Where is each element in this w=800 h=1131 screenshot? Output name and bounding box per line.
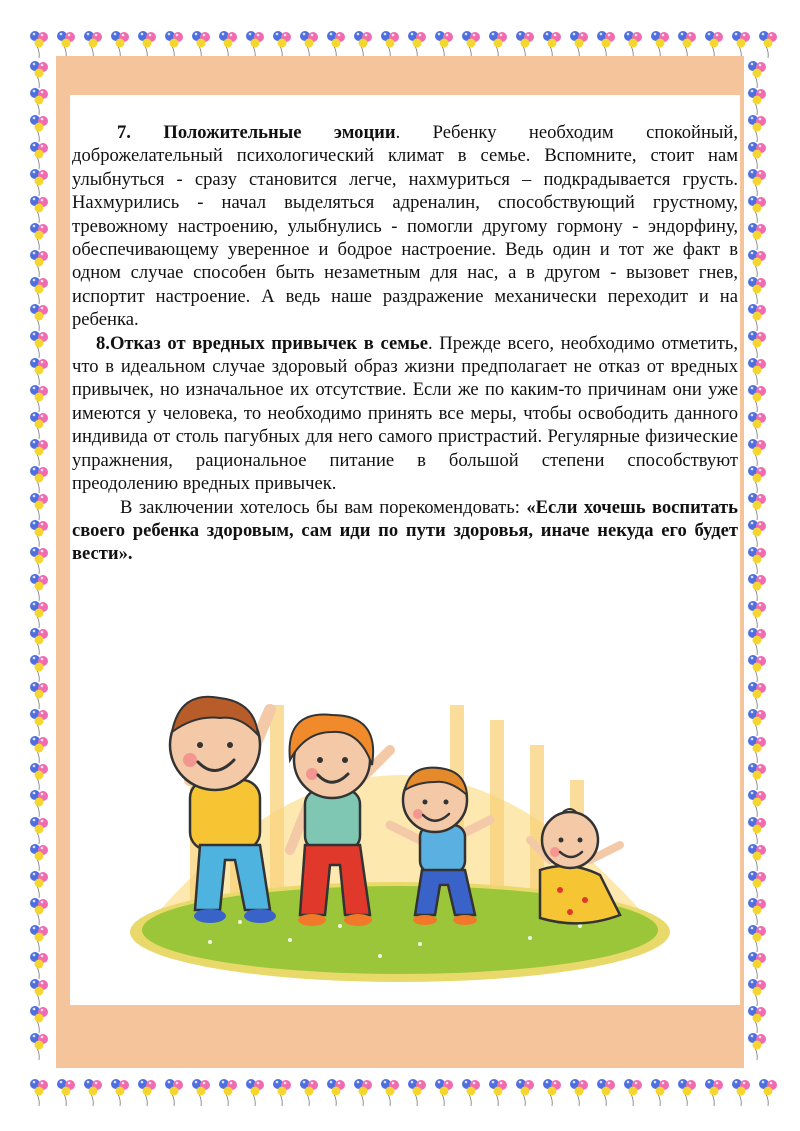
balloon-icon — [30, 547, 48, 574]
balloon-icon — [30, 763, 48, 790]
balloon-icon — [354, 31, 372, 58]
frame-left — [56, 56, 71, 1068]
balloon-icon — [246, 1079, 264, 1106]
balloon-icon — [748, 898, 766, 925]
balloon-icon — [748, 520, 766, 547]
balloon-icon — [57, 31, 75, 58]
balloon-icon — [30, 601, 48, 628]
balloon-icon — [748, 574, 766, 601]
balloon-icon — [651, 31, 669, 58]
balloon-icon — [435, 1079, 453, 1106]
balloon-icon — [30, 169, 48, 196]
balloon-icon — [327, 1079, 345, 1106]
balloon-icon — [30, 898, 48, 925]
balloon-icon — [748, 142, 766, 169]
balloon-icon — [30, 871, 48, 898]
balloon-icon — [30, 223, 48, 250]
balloon-icon — [30, 31, 48, 58]
balloon-icon — [748, 358, 766, 385]
balloon-icon — [748, 115, 766, 142]
balloon-icon — [489, 31, 507, 58]
balloon-icon — [748, 493, 766, 520]
balloon-icon — [192, 31, 210, 58]
balloon-icon — [748, 547, 766, 574]
balloon-icon — [30, 628, 48, 655]
exercising-family-illustration — [120, 660, 680, 990]
balloon-icon — [30, 250, 48, 277]
balloon-icon — [748, 331, 766, 358]
balloon-icon — [57, 1079, 75, 1106]
balloon-icon — [30, 196, 48, 223]
balloon-icon — [748, 439, 766, 466]
balloon-icon — [30, 115, 48, 142]
balloon-icon — [246, 31, 264, 58]
balloon-icon — [732, 1079, 750, 1106]
balloon-icon — [516, 31, 534, 58]
balloon-icon — [759, 1079, 777, 1106]
balloon-icon — [30, 682, 48, 709]
balloon-icon — [435, 31, 453, 58]
balloon-icon — [30, 925, 48, 952]
balloon-icon — [748, 763, 766, 790]
balloon-icon — [381, 31, 399, 58]
balloon-icon — [138, 31, 156, 58]
balloon-icon — [138, 1079, 156, 1106]
balloon-icon — [30, 1079, 48, 1106]
balloon-icon — [30, 466, 48, 493]
balloon-icon — [30, 385, 48, 412]
balloon-icon — [748, 709, 766, 736]
balloon-icon — [84, 1079, 102, 1106]
balloon-icon — [678, 1079, 696, 1106]
balloon-icon — [748, 979, 766, 1006]
balloon-icon — [30, 952, 48, 979]
balloon-icon — [748, 385, 766, 412]
conclusion-intro: В заключении хотелось бы вам порекомендовать: — [120, 496, 527, 518]
balloon-icon — [748, 925, 766, 952]
balloon-icon — [30, 655, 48, 682]
balloon-icon — [748, 1033, 766, 1060]
balloon-icon — [381, 1079, 399, 1106]
balloon-icon — [30, 817, 48, 844]
section-8-paragraph — [72, 332, 738, 496]
balloon-icon — [30, 331, 48, 358]
balloon-icon — [543, 31, 561, 58]
balloon-icon — [748, 601, 766, 628]
balloon-icon — [624, 1079, 642, 1106]
balloon-icon — [30, 709, 48, 736]
balloon-icon — [30, 574, 48, 601]
section-8-heading: 8.Отказ от вредных привычек в семье — [96, 332, 428, 354]
balloon-icon — [300, 1079, 318, 1106]
balloon-icon — [748, 682, 766, 709]
balloon-icon — [748, 844, 766, 871]
balloon-icon — [408, 1079, 426, 1106]
balloon-icon — [748, 628, 766, 655]
balloon-icon — [732, 31, 750, 58]
balloon-icon — [30, 142, 48, 169]
balloon-icon — [273, 31, 291, 58]
balloon-icon — [300, 31, 318, 58]
balloon-icon — [570, 1079, 588, 1106]
balloon-icon — [30, 1006, 48, 1033]
frame-top — [56, 56, 744, 96]
balloon-icon — [30, 61, 48, 88]
balloon-icon — [30, 277, 48, 304]
balloon-icon — [462, 31, 480, 58]
balloon-icon — [678, 31, 696, 58]
section-8-body: . Прежде всего, необходимо отметить, что в идеальном случае здоровый образ жизни предполагает не отказ от вредных привычек, но изначальное их отсутствие. Если же по каким-то причинам они уже имеются у человека, то необходимо принять все меры, чтобы освободить данного индивида от столь пагубных для него самого пристрастий. Регулярные физические упражнения, рациональное питание в большой степени способствуют преодолению вредных привычек. — [72, 332, 738, 495]
section-7-body: . Ребенку необходим спокойный, доброжелательный психологический климат в семье. Вспомните, стоит нам улыбнуться - сразу становится легче, нахмуриться – подкрадывается грусть. Нахмурились - начал выделяться адреналин, способствующий грустному, тревожному настроению, улыбнулись - помогли другому гормону - эндорфину, обеспечивающему уверенное и бодрое настроение. Ведь один и тот же факт в одном случае способен быть незаметным для нас, а в другом - вызовет гнев, испортит настроение. А ведь наше раздражение механически переходит и на ребенка. — [72, 122, 738, 331]
balloon-icon — [543, 1079, 561, 1106]
balloon-icon — [30, 520, 48, 547]
balloon-icon — [30, 844, 48, 871]
balloon-icon — [30, 304, 48, 331]
balloon-icon — [30, 736, 48, 763]
conclusion-paragraph — [72, 496, 738, 566]
balloon-icon — [748, 790, 766, 817]
balloon-icon — [570, 31, 588, 58]
balloon-icon — [748, 196, 766, 223]
balloon-icon — [30, 439, 48, 466]
balloon-icon — [748, 952, 766, 979]
balloon-icon — [748, 169, 766, 196]
balloon-icon — [748, 736, 766, 763]
balloon-icon — [30, 493, 48, 520]
balloon-icon — [354, 1079, 372, 1106]
balloon-icon — [30, 412, 48, 439]
balloon-icon — [111, 1079, 129, 1106]
balloon-icon — [462, 1079, 480, 1106]
balloon-icon — [748, 223, 766, 250]
balloon-icon — [651, 1079, 669, 1106]
frame-bottom — [56, 1004, 744, 1068]
balloon-icon — [273, 1079, 291, 1106]
balloon-icon — [597, 1079, 615, 1106]
conclusion-quote: «Если хочешь воспитать своего ребенка здоровым, сам иди по пути здоровья, иначе некуда его будет вести». — [72, 496, 738, 565]
balloon-icon — [327, 31, 345, 58]
balloon-icon — [30, 1033, 48, 1060]
balloon-icon — [597, 31, 615, 58]
balloon-icon — [748, 655, 766, 682]
balloon-icon — [748, 466, 766, 493]
section-7-heading: 7. Положительные эмоции — [117, 122, 396, 143]
balloon-icon — [516, 1079, 534, 1106]
balloon-icon — [748, 277, 766, 304]
balloon-icon — [111, 31, 129, 58]
balloon-icon — [748, 88, 766, 115]
article-text — [72, 121, 738, 566]
balloon-icon — [748, 304, 766, 331]
balloon-icon — [30, 88, 48, 115]
balloon-icon — [408, 31, 426, 58]
balloon-icon — [219, 1079, 237, 1106]
balloon-icon — [759, 31, 777, 58]
balloon-icon — [84, 31, 102, 58]
balloon-icon — [748, 61, 766, 88]
balloon-icon — [165, 1079, 183, 1106]
balloon-icon — [165, 31, 183, 58]
balloon-icon — [624, 31, 642, 58]
balloon-icon — [219, 31, 237, 58]
balloon-icon — [748, 871, 766, 898]
balloon-icon — [705, 1079, 723, 1106]
balloon-icon — [30, 358, 48, 385]
section-7-paragraph — [72, 121, 738, 332]
balloon-icon — [489, 1079, 507, 1106]
balloon-icon — [748, 412, 766, 439]
balloon-icon — [30, 790, 48, 817]
balloon-icon — [748, 250, 766, 277]
balloon-icon — [705, 31, 723, 58]
balloon-icon — [192, 1079, 210, 1106]
balloon-icon — [748, 1006, 766, 1033]
balloon-icon — [748, 817, 766, 844]
balloon-icon — [30, 979, 48, 1006]
